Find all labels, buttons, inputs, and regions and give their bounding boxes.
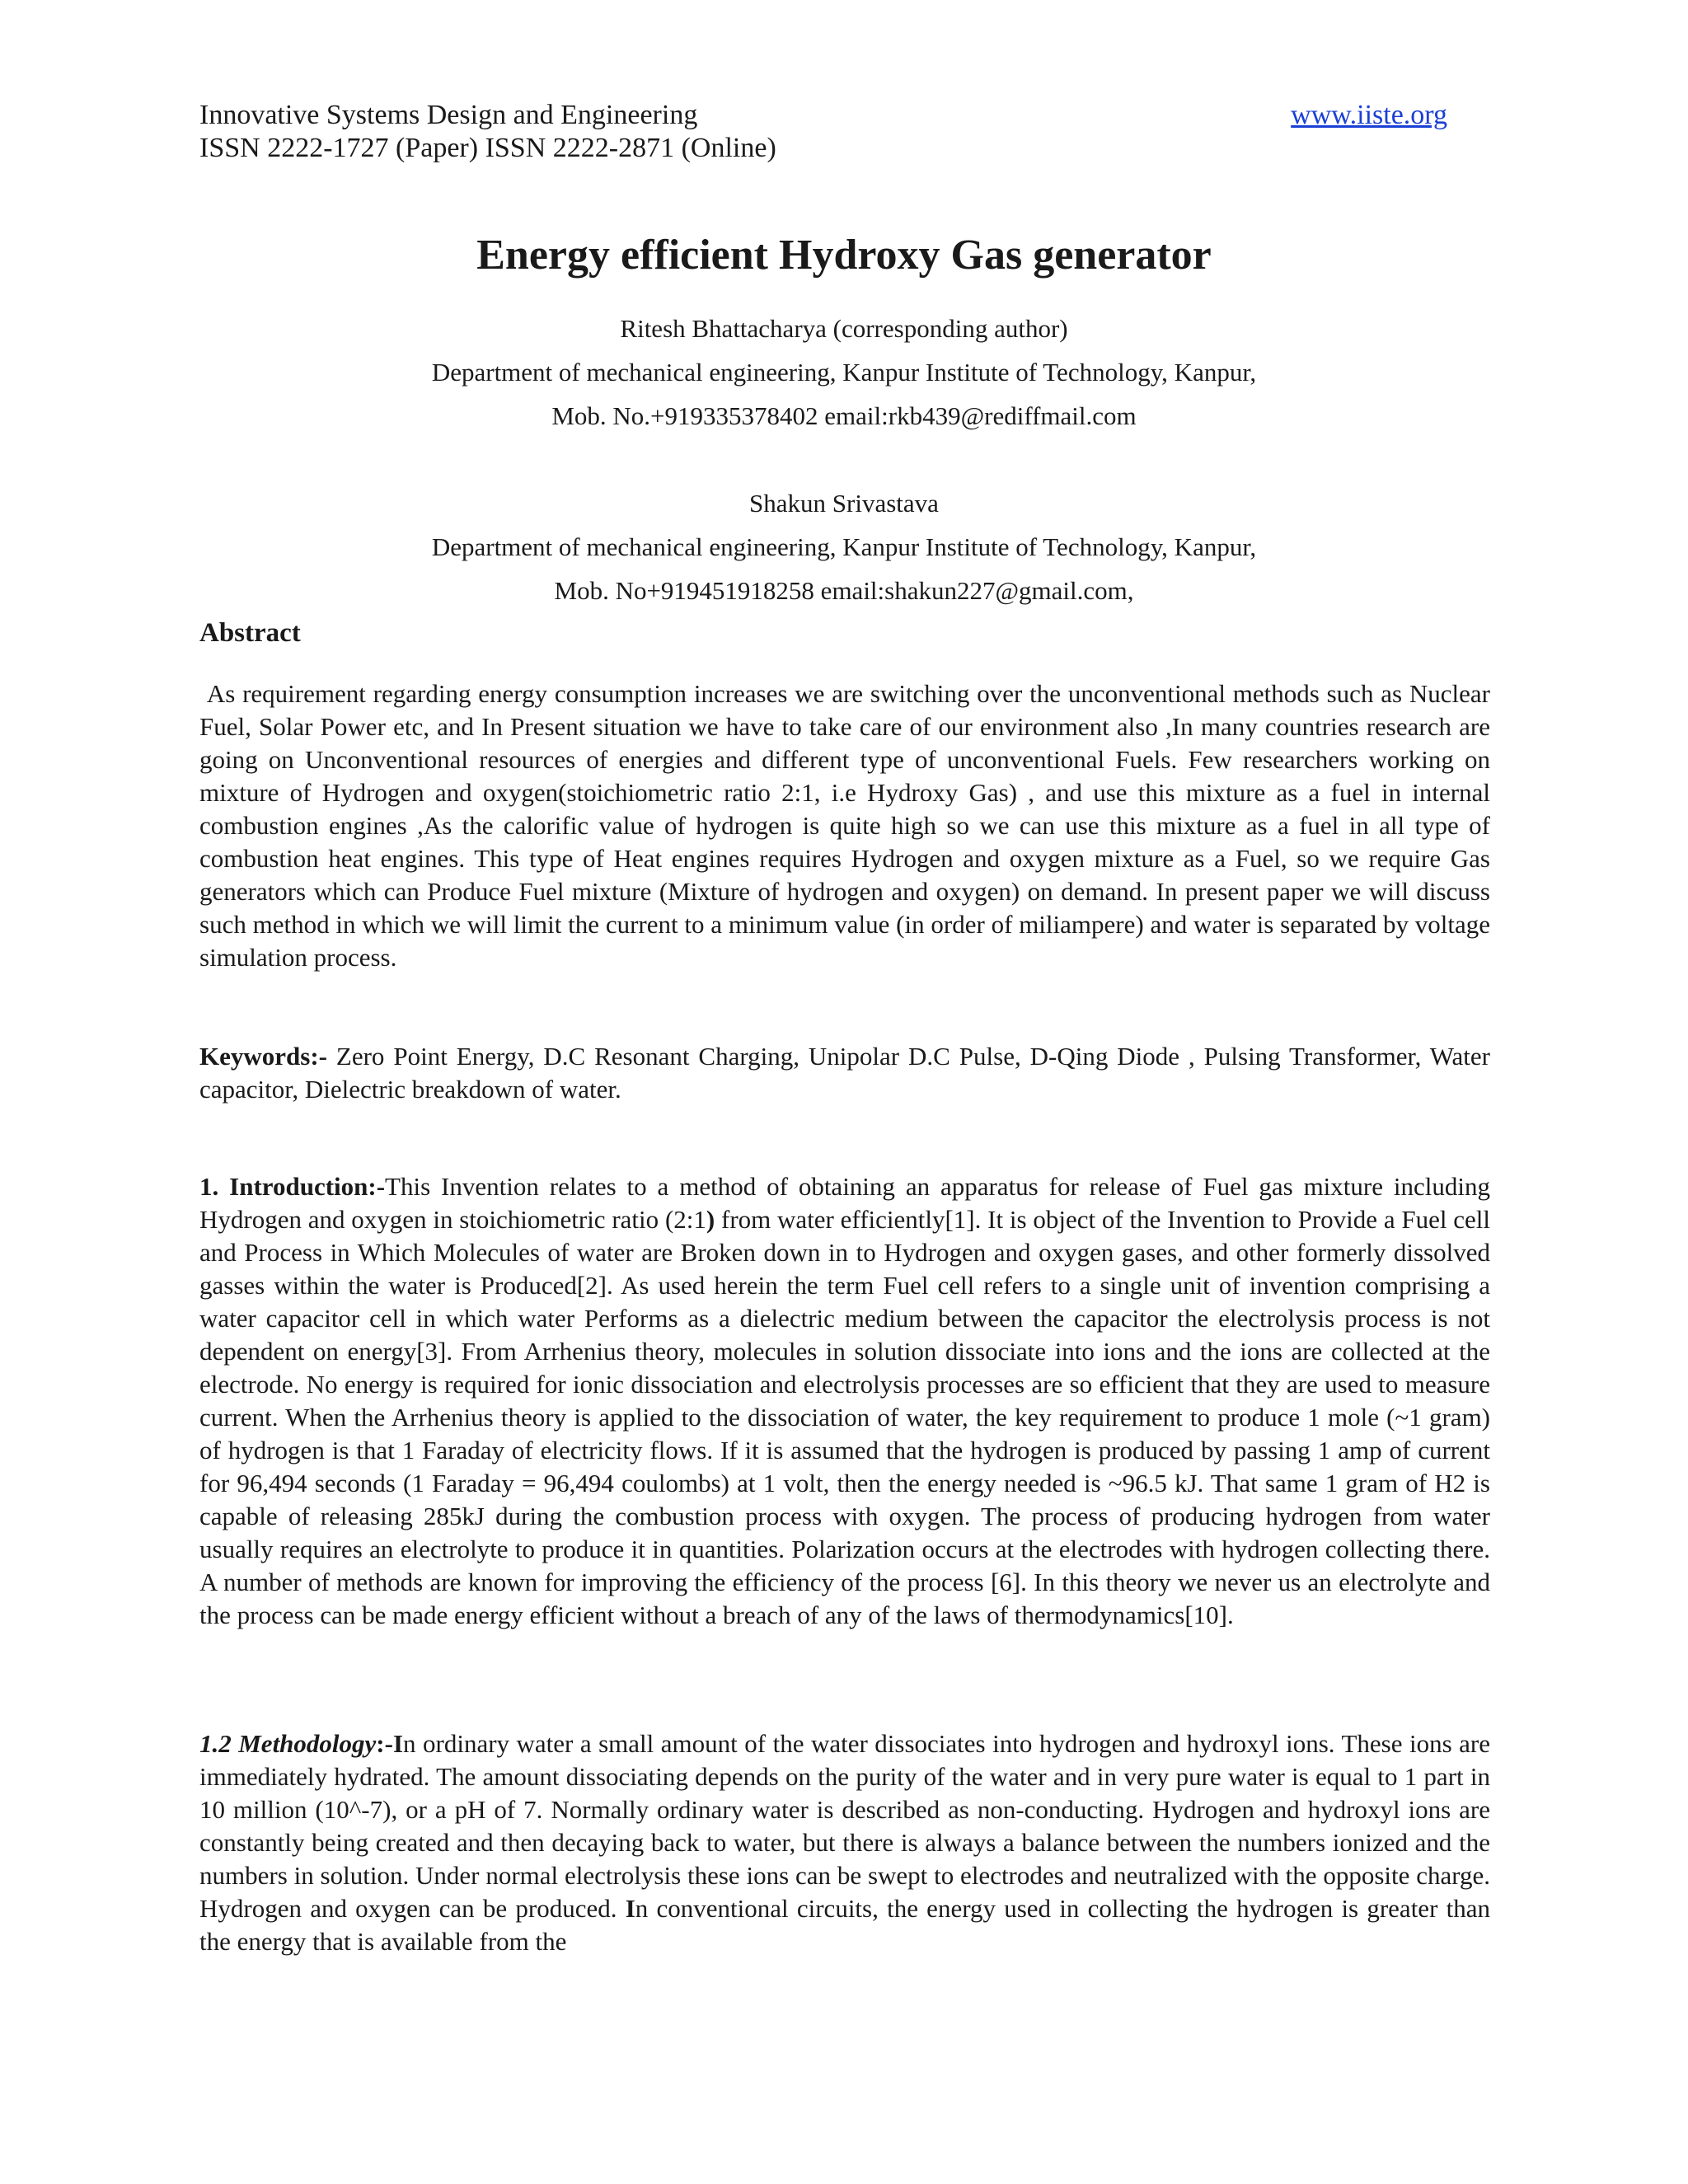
- methodology-heading-sep: :-I: [376, 1729, 404, 1758]
- methodology-heading: 1.2 Methodology: [199, 1729, 377, 1758]
- abstract-text: [199, 677, 1490, 974]
- introduction-text-continued: from water efficiently[1]. It is object of the Invention to Provide a Fuel cell and Process in Which Molecules of water are Broken down in to Hydrogen and oxygen gases, and other formerly dissolved gasses within the water is Produced[2]. As used herein the term Fuel cell refers to a single unit of invention comprising a water capacitor cell in which water Performs as a dielectric medium between the capacitor the electrolysis process is not dependent on energy[3]. From Arrhenius theory, molecules in solution dissociate into ions and the ions are collected at the electrode. No energy is required for ionic dissociation and electrolysis processes are so efficient that they are used to measure current. When the Arrhenius theory is applied to the dissociation of water, the key requirement to produce 1 mole (~1 gram) of hydrogen is that 1 Faraday of electricity flows. If it is assumed that the hydrogen is produced by passing 1 amp of current for 96,494 seconds (1 Faraday = 96,494 coulombs) at 1 volt, then the energy needed is ~96.5 kJ. That same 1 gram of H2 is capable of releasing 285kJ during the combustion process with oxygen. The process of producing hydrogen from water usually requires an electrolyte to produce it in quantities. Polarization occurs at the electrodes with hydrogen collecting there. A number of methods are known for improving the efficiency of the process [6]. In this theory we never us an electrolyte and the process can be made energy efficient without a breach of any of the laws of thermodynamics[10].: [199, 1205, 1491, 1629]
- methodology-text: n ordinary water a small amount of the water dissociates into hydrogen and hydroxyl ions. These ions are immediately hydrated. The amount dissociating depends on the purity of the water and in very pure water is equal to 1 part in 10 million (10^-7), or a pH of 7. Normally ordinary water is described as non-conducting. Hydrogen and hydroxyl ions are constantly being created and then decaying back to water, but there is always a balance between the numbers ionized and the numbers in solution. Under normal electrolysis these ions can be swept to electrodes and neutralized with the opposite charge. Hydrogen and oxygen can be produced.: [199, 1729, 1490, 1923]
- methodology-bold-letter: I: [625, 1894, 635, 1923]
- keywords-paragraph: [199, 1040, 1490, 1106]
- author-contact: Mob. No.+919335378402 email:rkb439@rediffmail.com: [551, 401, 1137, 430]
- journal-issn: ISSN 2222-1727 (Paper) ISSN 2222-2871 (Online): [199, 133, 776, 163]
- journal-url-link[interactable]: www.iiste.org: [1291, 100, 1447, 130]
- author-block: [0, 307, 1688, 438]
- introduction-paragraph: [199, 1170, 1490, 1632]
- abstract-body: As requirement regarding energy consumption increases we are switching over the unconventional methods such as Nuclear Fuel, Solar Power etc, and In Present situation we have to take care of our environment also ,In many countries research are going on Unconventional resources of energies and different type of unconventional Fuels. Few researchers working on mixture of Hydrogen and oxygen(stoichiometric ratio 2:1, i.e Hydroxy Gas) , and use this mixture as a fuel in internal combustion engines ,As the calorific value of hydrogen is quite high so we can use this mixture as a fuel in all type of combustion heat engines. This type of Heat engines requires Hydrogen and oxygen mixture as a Fuel, so we require Gas generators which can Produce Fuel mixture (Mixture of hydrogen and oxygen) on demand. In present paper we will discuss such method in which we will limit the current to a minimum value (in order of miliampere) and water is separated by voltage simulation process.: [199, 679, 1490, 972]
- introduction-bold-paren: ): [706, 1205, 715, 1234]
- methodology-text-continued: n conventional circuits, the energy used in collecting the hydrogen is greater than the energy that is available from the: [199, 1894, 1490, 1956]
- paper-title: Energy efficient Hydroxy Gas generator: [476, 232, 1212, 279]
- journal-name: Innovative Systems Design and Engineering: [199, 100, 698, 130]
- author-contact: Mob. No+919451918258 email:shakun227@gmail.com,: [554, 576, 1134, 605]
- author-affiliation: Department of mechanical engineering, Kanpur Institute of Technology, Kanpur,: [431, 358, 1257, 387]
- author-name: Shakun Srivastava: [749, 489, 939, 518]
- keywords-label: Keywords:-: [199, 1042, 327, 1071]
- keywords-text: Zero Point Energy, D.C Resonant Charging, Unipolar D.C Pulse, D-Qing Diode , Pulsing Transformer, Water capacitor, Dielectric breakdown of water.: [199, 1042, 1490, 1104]
- author-affiliation: Department of mechanical engineering, Kanpur Institute of Technology, Kanpur,: [431, 532, 1257, 561]
- introduction-text: This Invention relates to a method of obtaining an apparatus for release of Fuel gas mixture including Hydrogen and oxygen in stoichiometric ratio (2:1: [199, 1172, 1490, 1234]
- author-block: [0, 481, 1688, 612]
- methodology-paragraph: [199, 1727, 1490, 1958]
- abstract-heading: Abstract: [199, 618, 301, 648]
- introduction-heading: 1. Introduction:-: [199, 1172, 386, 1201]
- author-name: Ritesh Bhattacharya (corresponding author): [620, 314, 1068, 343]
